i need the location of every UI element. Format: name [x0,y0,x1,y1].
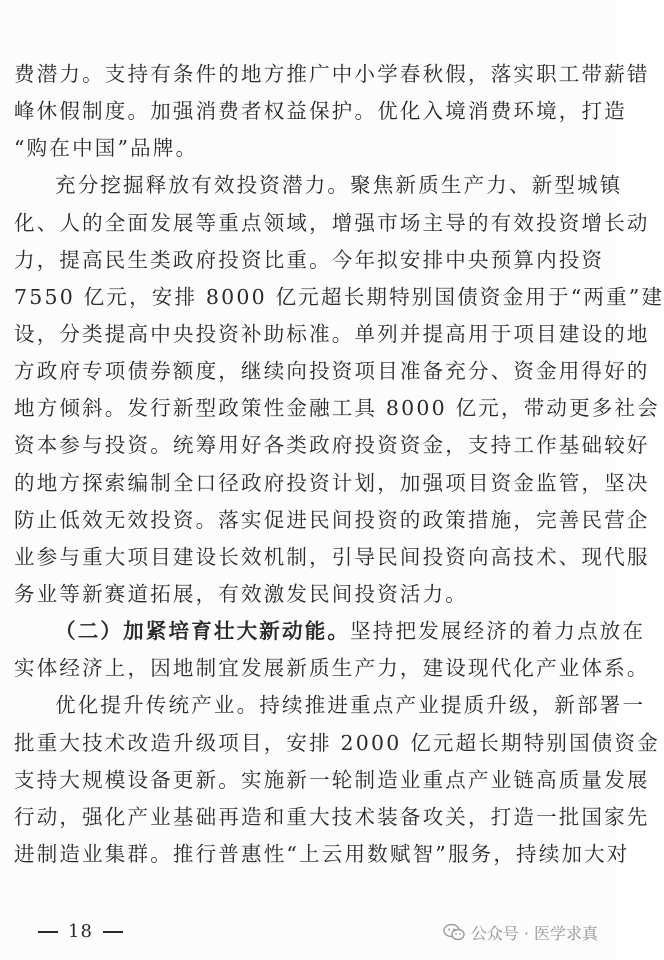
section-heading-rest: 坚持把发展经济的着力点放在 [350,619,646,644]
text-line: 峰休假制度。加强消费者权益保护。优化入境消费环境，打造 [14,99,627,124]
paragraph-start-line: 优化提升传统产业。持续推进重点产业提质升级，新部署一 [55,693,646,718]
text-line: 设，分类提高中央投资补助标准。单列并提高用于项目建设的地 [14,321,650,346]
text-line: 方政府专项债券额度，继续向投资项目准备充分、资金用得好的 [14,359,650,384]
watermark-text: 公众号 · 医学求真 [470,923,598,943]
wechat-icon [443,923,465,941]
text-line: 地方倾斜。发行新型政策性金融工具 8000 亿元，带动更多社会 [14,396,660,421]
page-number-dash-left [38,931,58,933]
document-body [14,56,664,873]
text-line: 务业等新赛道拓展，有效激发民间投资活力。 [14,581,468,606]
text-line: 批重大技术改造升级项目，安排 2000 亿元超长期特别国债资金 [14,730,660,755]
text-line: 力，提高民生类政府投资比重。今年拟安排中央预算内投资 [14,247,605,272]
text-line: 防止低效无效投资。落实促进民间投资的政策措施，完善民营企 [14,507,650,532]
text-line: 费潜力。支持有条件的地方推广中小学春秋假，落实职工带薪错 [14,62,650,86]
text-line: 的地方探索编制全口径政府投资计划，加强项目资金监管，坚决 [14,470,650,495]
watermark [443,918,598,946]
text-line: 7550 亿元，安排 8000 亿元超长期特别国债资金用于“两重”建 [14,284,664,309]
text-line: 化、人的全面发展等重点领域，增强市场主导的有效投资增长动 [14,210,650,235]
text-line: 实体经济上，因地制宜发展新质生产力，建设现代化产业体系。 [14,656,650,681]
page-number-dash-right [103,931,123,933]
text-line: 行动，强化产业基础再造和重大技术装备攻关，打造一批国家先 [14,804,650,829]
section-heading-line [14,613,646,650]
text-line: “购在中国”品牌。 [14,136,199,161]
page-number [28,920,133,944]
page-number-value: 18 [68,921,93,942]
text-line: 支持大规模设备更新。实施新一轮制造业重点产业链高质量发展 [14,767,650,792]
text-line: 资本参与投资。统筹用好各类政府投资资金，支持工作基础较好 [14,433,650,458]
text-line: 进制造业集群。推行普惠性“上云用数赋智”服务，持续加大对 [14,841,630,866]
text-line: 业参与重大项目建设长效机制，引导民间投资向高技术、现代服 [14,544,650,569]
paragraph-start-line: 充分挖掘释放有效投资潜力。聚焦新质生产力、新型城镇 [55,173,623,198]
section-heading: （二）加紧培育壮大新动能。 [55,619,351,644]
